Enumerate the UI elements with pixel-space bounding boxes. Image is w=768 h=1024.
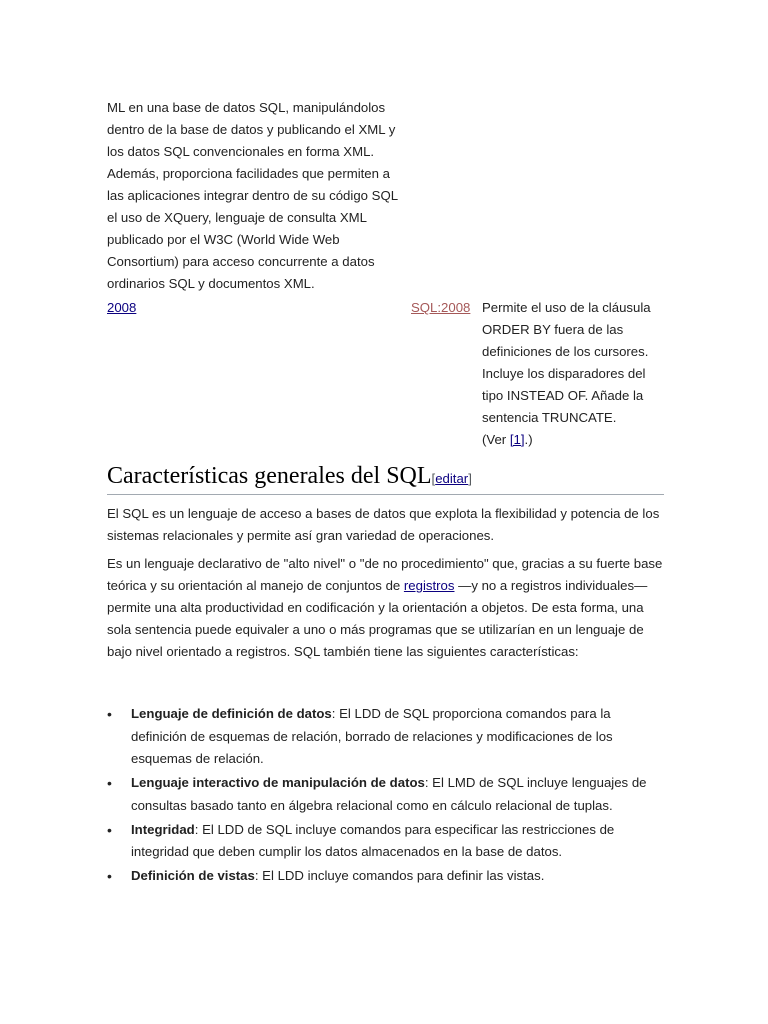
paragraph-text-after: —y no a registros individuales— permite una alta productividad en codificación y la orientación a objetos. De esta forma, una sola sentencia puede equivaler a uno o más programas que se utilizarían en un lenguaje de bajo nivel orientado a registros. SQL también tiene las siguientes características: — [107, 578, 648, 659]
list-item — [107, 819, 652, 864]
ref-prefix: (Ver — [482, 432, 510, 447]
paragraph-declarative — [107, 553, 667, 663]
sql2008-link[interactable]: SQL:2008 — [411, 300, 471, 315]
feature-term: Definición de vistas — [131, 868, 255, 883]
list-item — [107, 865, 652, 888]
feature-text: : El LDD incluye comandos para definir las vistas. — [254, 868, 545, 883]
bullet-icon: • — [107, 821, 112, 838]
edit-bracket-open: [ — [431, 471, 436, 486]
ref-suffix: .) — [524, 432, 533, 447]
description-text: Permite el uso de la cláusula ORDER BY fuera de las definiciones de los cursores. Incluye los disparadores del tipo INSTEAD OF. Añade la sentencia TRUNCATE. — [482, 300, 651, 425]
feature-text: : El LDD de SQL incluye comandos para especificar las restricciones de integridad que deben cumplir los datos almacenados en la base de datos. — [131, 821, 615, 859]
sql2008-description — [482, 297, 662, 451]
registros-link[interactable]: registros — [403, 578, 455, 593]
bullet-icon: • — [107, 706, 112, 722]
year-link[interactable]: 2008 — [107, 300, 137, 315]
feature-text: : El LDD de SQL proporciona comandos para la definición de esquemas de relación, borrado de relaciones y modificaciones de los esquemas de relación. — [131, 706, 613, 766]
feature-term: Lenguaje interactivo de manipulación de datos — [131, 775, 425, 790]
feature-term: Lenguaje de definición de datos — [131, 706, 332, 721]
edit-link[interactable]: editar — [435, 471, 469, 486]
bullet-icon: • — [107, 868, 112, 884]
edit-bracket-close: ] — [468, 471, 472, 486]
paragraph-intro: El SQL es un lenguaje de acceso a bases de datos que explota la flexibilidad y potencia de los sistemas relacionales y permite así gran variedad de operaciones. — [107, 506, 660, 543]
paragraph-text-before: Es un lenguaje declarativo de "alto nivel" o "de no procedimiento" que, gracias a su fuerte base teórica y su orientación al manejo de conjuntos de — [107, 556, 663, 593]
section-title: Características generales del SQL — [107, 463, 432, 489]
feature-text: : El LMD de SQL incluye lenguajes de consultas basado tanto en álgebra relacional como en cálculo relacional de tuplas. — [131, 775, 647, 813]
features-list — [107, 703, 652, 889]
section-heading — [107, 462, 664, 495]
intro-paragraph: ML en una base de datos SQL, manipulándolos dentro de la base de datos y publicando el XML y los datos SQL convencionales en forma XML. Además, proporciona facilidades que permiten a las aplicaciones integrar dentro de su código SQL el uso de XQuery, lenguaje de consulta XML publicado por el W3C (World Wide Web Consortium) para acceso concurrente a datos ordinarios SQL y documentos XML. — [107, 100, 398, 291]
bullet-icon: • — [107, 775, 112, 791]
list-item — [107, 772, 652, 817]
edit-section — [432, 471, 472, 486]
reference-link[interactable]: [1] — [509, 432, 525, 447]
list-item — [107, 703, 652, 771]
feature-term: Integridad — [131, 821, 195, 837]
